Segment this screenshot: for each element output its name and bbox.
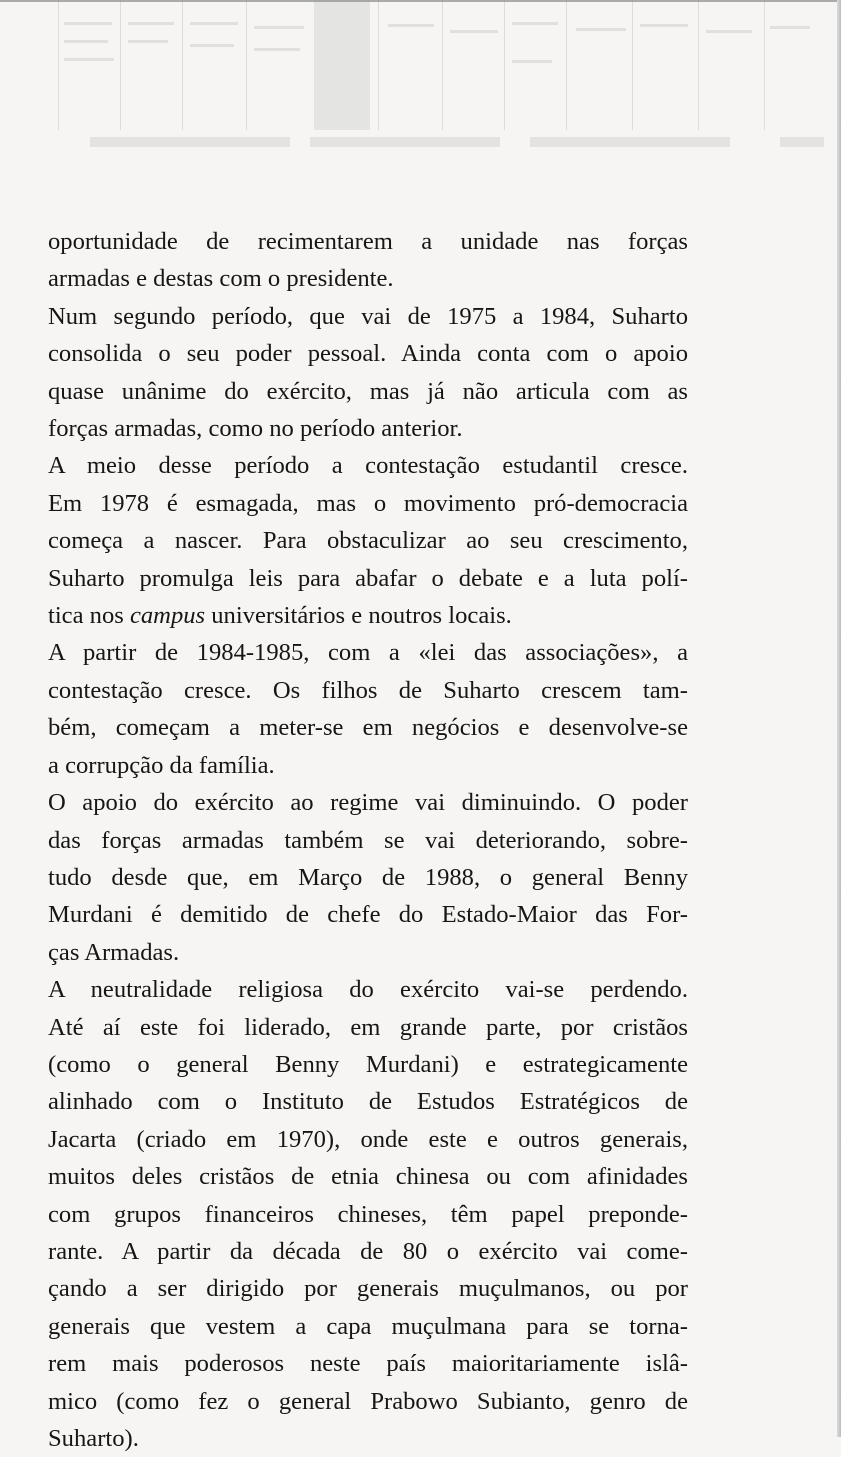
text-line: com grupos financeiros chineses, têm papel prepondе-	[48, 1200, 688, 1228]
text-line: (como o general Benny Murdani) e estrategicamente	[48, 1050, 688, 1078]
italic-word: campus	[129, 602, 206, 630]
text-line: A partir de 1984-1985, com a «lei das associações», a	[48, 639, 688, 667]
page-edge-shadow	[837, 0, 841, 1437]
text-line: consolida o seu poder pessoal. Ainda conta com o apoio	[48, 340, 688, 368]
text-line: Até aí este foi liderado, em grande parte, por cristãos	[48, 1013, 688, 1041]
text-line: a corrupção da família.	[48, 751, 275, 779]
show-through-running-header	[60, 137, 828, 151]
text-line: Murdani é demitido de chefe do Estado-Maior das For-	[48, 901, 688, 929]
text-line: das forças armadas também se vai deteriorando, sobre-	[48, 826, 688, 854]
text-line: contestação cresce. Os filhos de Suharto crescem tam-	[48, 676, 688, 704]
text-line: rem mais poderosos neste país maioritariamente islâ-	[48, 1350, 688, 1378]
text-line: A neutralidade religiosa do exército vai-se perdendo.	[48, 976, 688, 1004]
text-line: Suharto).	[48, 1425, 139, 1452]
text-line: tudo desde que, em Março de 1988, o general Benny	[48, 863, 688, 891]
text-line: ças Armadas.	[48, 938, 180, 966]
text-line: Jacarta (criado em 1970), onde este e outros generais,	[48, 1125, 688, 1153]
text-line: forças armadas, como no período anterior.	[48, 415, 463, 443]
text-line: mico (como fez o general Prabowo Subianto, genro de	[48, 1387, 688, 1415]
text-line: generais que vestem a capa muçulmana para se torna-	[48, 1312, 688, 1340]
text-line: A meio desse período a contestação estudantil cresce.	[48, 452, 688, 480]
text-line: oportunidade de recimentarem a unidade nas forças	[48, 228, 688, 255]
text-line: bém, começam a meter-se em negócios e desenvolve-se	[48, 714, 688, 742]
text-line: çando a ser dirigido por generais muçulmanos, ou por	[48, 1275, 688, 1303]
text-line: Em 1978 é esmagada, mas o movimento pró-democracia	[48, 489, 688, 517]
paragraph	[48, 971, 688, 1457]
text-line: Suharto promulga leis para abafar o debate e a luta polí-	[48, 564, 688, 592]
paragraph	[48, 298, 688, 448]
body-text	[48, 223, 688, 1457]
paragraph	[48, 447, 688, 634]
text-line: quase unânime do exército, mas já não articula com as	[48, 377, 688, 405]
text-segment: tica nos	[48, 602, 130, 630]
show-through-table	[58, 0, 828, 132]
paragraph	[48, 634, 688, 784]
text-line: alinhado com o Instituto de Estudos Estratégicos de	[48, 1088, 688, 1116]
text-line: armadas e destas com o presidente.	[48, 265, 394, 293]
paragraph	[48, 784, 688, 971]
paragraph	[48, 223, 688, 298]
text-line: muitos deles cristãos de etnia chinesa ou com afinidades	[48, 1163, 688, 1191]
text-line	[48, 602, 512, 629]
text-segment: universitários e noutros locais.	[205, 602, 512, 630]
text-line: começa a nascer. Para obstaculizar ao seu crescimento,	[48, 527, 688, 555]
text-line: Num segundo período, que vai de 1975 a 1984, Suharto	[48, 302, 688, 330]
text-line: rante. A partir da década de 80 o exército vai come-	[48, 1237, 688, 1265]
text-line: O apoio do exército ao regime vai diminuindo. O poder	[48, 789, 688, 817]
